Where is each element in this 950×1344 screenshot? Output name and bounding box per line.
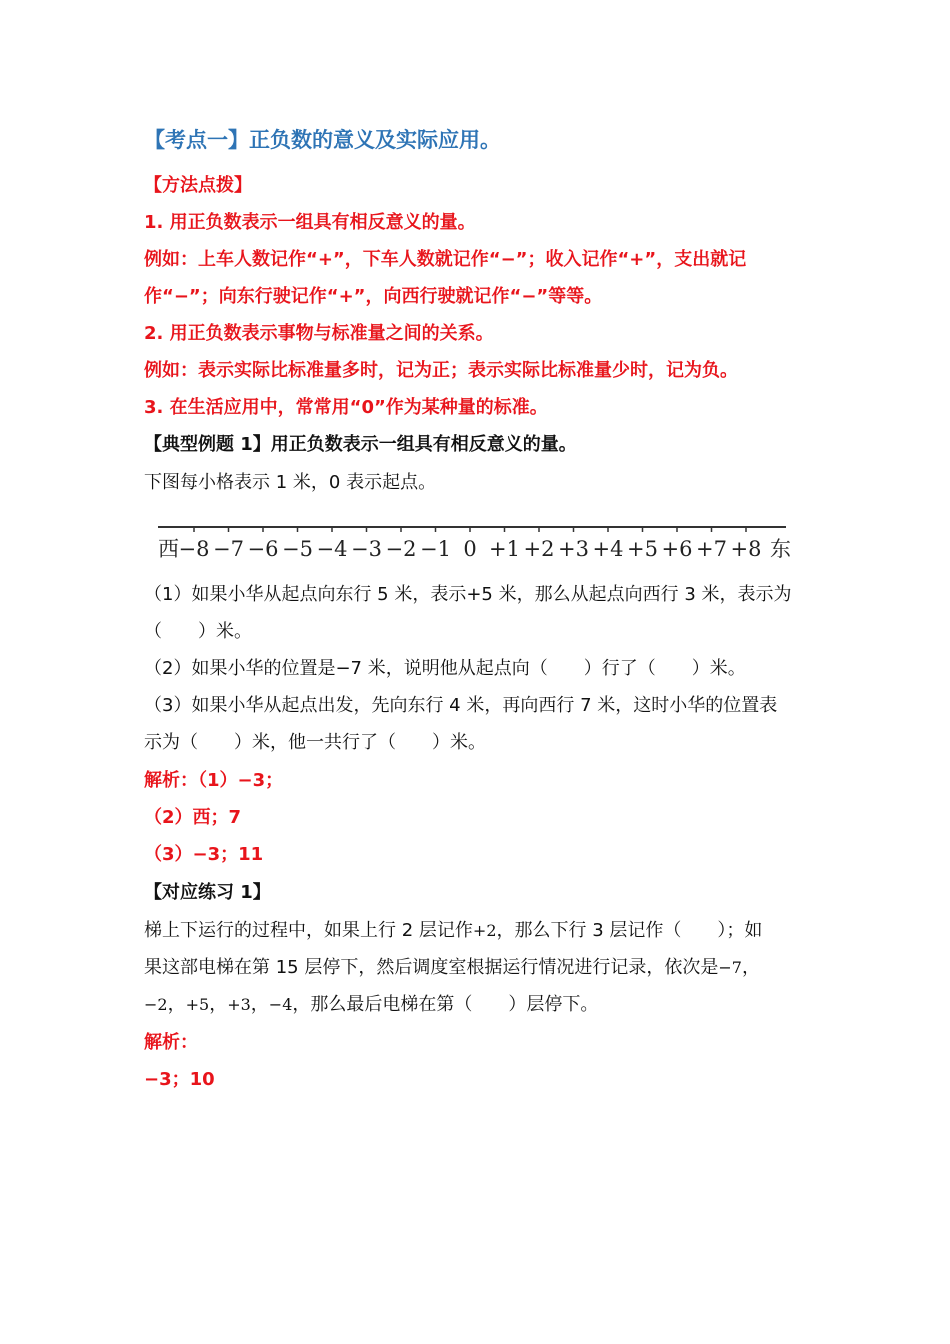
number-line-label: −8 bbox=[178, 537, 210, 561]
question-1a: （1）如果小华从起点向东行 5 米，表示+5 米，那么从起点向西行 3 米，表示为 bbox=[144, 584, 792, 605]
number-line-label: −2 bbox=[385, 537, 417, 561]
practice-title: 【对应练习 1】 bbox=[144, 882, 271, 903]
method-point-3: 3. 在生活应用中，常常用“0”作为某种量的标准。 bbox=[144, 397, 548, 418]
separator: ， bbox=[209, 994, 228, 1015]
example-intro: 下图每小格表示 1 米，0 表示起点。 bbox=[144, 472, 437, 493]
answer-2: （2）西；7 bbox=[144, 807, 242, 828]
practice-line-1 bbox=[144, 919, 762, 943]
number-line-label: +7 bbox=[696, 537, 727, 561]
answer-1: 解析：（1）−3； bbox=[144, 770, 284, 791]
math-value: −7 bbox=[718, 958, 742, 977]
method-point-2: 2. 用正负数表示事物与标准量之间的关系。 bbox=[144, 323, 494, 344]
practice-text: ， bbox=[741, 957, 760, 978]
number-line-label: +3 bbox=[558, 537, 589, 561]
practice-answer-label: 解析： bbox=[144, 1032, 198, 1053]
number-line-west-label: 西 bbox=[158, 537, 179, 561]
number-line-label: −7 bbox=[213, 537, 244, 561]
example-title: 【典型例题 1】用正负数表示一组具有相反意义的量。 bbox=[144, 434, 577, 455]
practice-text: ，那么下行 3 层记作（ ）；如 bbox=[496, 920, 763, 941]
number-line-label: +5 bbox=[627, 537, 658, 561]
number-line-label: +6 bbox=[661, 537, 693, 561]
section-heading: 【考点一】正负数的意义及实际应用。 bbox=[144, 128, 501, 152]
number-line-east-label: 东 bbox=[770, 537, 791, 561]
question-2: （2）如果小华的位置是−7 米，说明他从起点向（ ）行了（ ）米。 bbox=[144, 658, 746, 679]
number-line-label: +2 bbox=[523, 537, 555, 561]
method-title: 【方法点拨】 bbox=[144, 175, 252, 196]
method-point-1: 1. 用正负数表示一组具有相反意义的量。 bbox=[144, 212, 476, 233]
practice-line-3 bbox=[144, 993, 598, 1017]
practice-text: 果这部电梯在第 15 层停下，然后调度室根据运行情况进行记录，依次是 bbox=[144, 957, 719, 978]
separator: ， bbox=[250, 994, 269, 1015]
method-example-1b: 作“−”；向东行驶记作“+”，向西行驶就记作“−”等等。 bbox=[144, 286, 603, 307]
practice-answer: −3；10 bbox=[144, 1069, 215, 1090]
number-line-ticks bbox=[179, 527, 762, 561]
number-line-label: 0 bbox=[463, 537, 477, 561]
math-value: +5 bbox=[185, 995, 210, 1014]
number-line-label: +8 bbox=[730, 537, 762, 561]
math-value: +3 bbox=[227, 995, 251, 1014]
number-line-label: −5 bbox=[282, 537, 313, 561]
answer-3: （3）−3；11 bbox=[144, 844, 264, 865]
number-line-label: +4 bbox=[592, 537, 624, 561]
number-line-label: −6 bbox=[247, 537, 279, 561]
question-3a: （3）如果小华从起点出发，先向东行 4 米，再向西行 7 米，这时小华的位置表 bbox=[144, 695, 778, 716]
method-example-1a: 例如：上车人数记作“+”，下车人数就记作“−”；收入记作“+”，支出就记 bbox=[144, 249, 747, 270]
separator: ， bbox=[167, 994, 186, 1015]
math-value: −4 bbox=[268, 995, 293, 1014]
question-3b: 示为（ ）米，他一共行了（ ）米。 bbox=[144, 732, 486, 753]
practice-line-2 bbox=[144, 956, 760, 980]
question-1b: （ ）米。 bbox=[144, 621, 252, 642]
number-line-label: −1 bbox=[420, 537, 451, 561]
number-line bbox=[150, 518, 800, 566]
practice-text: ，那么最后电梯在第（ ）层停下。 bbox=[292, 994, 599, 1015]
number-line-label: −3 bbox=[351, 537, 382, 561]
method-example-2: 例如：表示实际比标准量多时，记为正；表示实际比标准量少时，记为负。 bbox=[144, 360, 738, 381]
math-value: +2 bbox=[472, 921, 497, 940]
number-line-label: −4 bbox=[316, 537, 348, 561]
math-value: −2 bbox=[144, 995, 168, 1014]
practice-text: 梯上下运行的过程中，如果上行 2 层记作 bbox=[144, 920, 473, 941]
number-line-label: +1 bbox=[489, 537, 520, 561]
